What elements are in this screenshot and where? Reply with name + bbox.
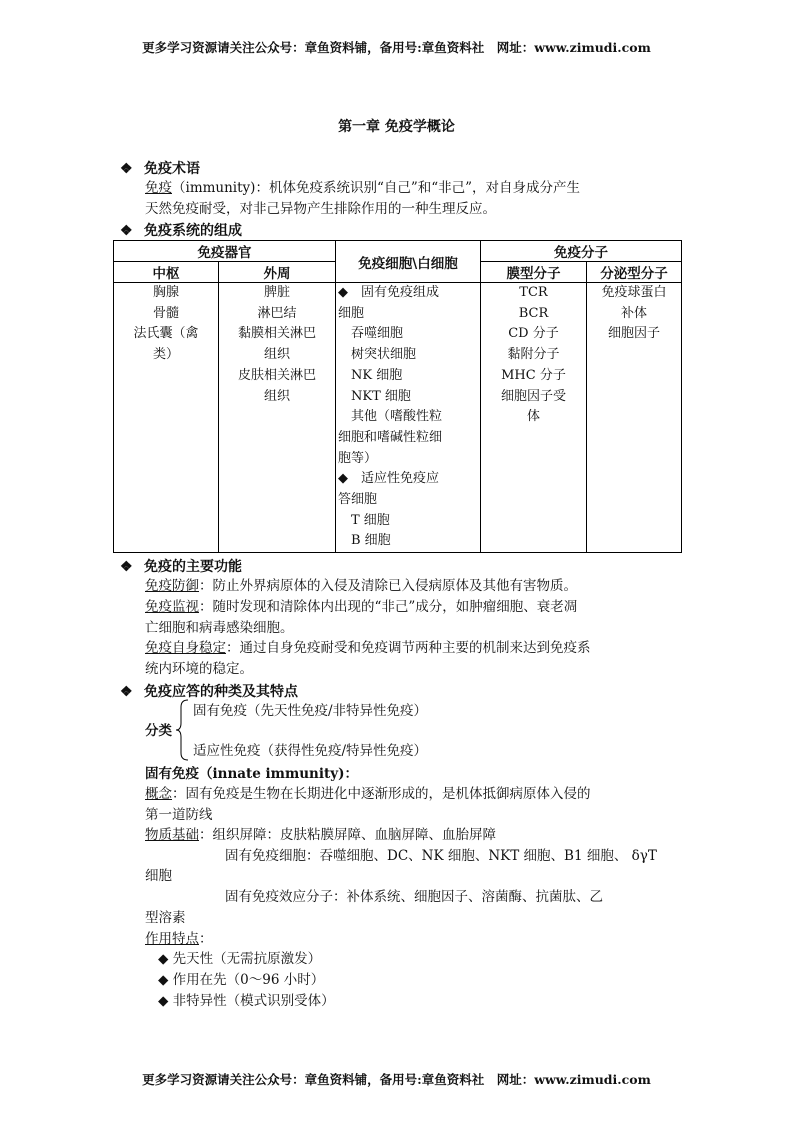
list-item: 皮肤相关淋巴 <box>237 367 316 383</box>
secreted-header: 分泌型分子 <box>587 262 682 283</box>
feature-item: ◆ 作用在先（0～96 小时） <box>158 972 325 988</box>
list-item: 黏附分子 <box>507 347 560 363</box>
list-item: 组织 <box>263 388 290 404</box>
list-item: TCR <box>519 285 548 300</box>
term-label: 免疫自身稳定 <box>145 640 226 656</box>
list-item: B 细胞 <box>338 533 391 549</box>
list-item: ◆ 固有免疫组成 <box>338 285 439 300</box>
list-item: 胞等） <box>338 450 378 466</box>
section-title: 免疫系统的组成 <box>144 223 242 239</box>
list-item: 组织 <box>263 347 290 363</box>
list-item: 答细胞 <box>338 492 378 508</box>
list-item: 法氏囊（禽 <box>133 326 199 342</box>
list-item: 淋巴结 <box>257 305 297 321</box>
list-item: 其他（嗜酸性粒 <box>338 409 443 425</box>
organs-header: 免疫器官 <box>114 241 336 262</box>
page-footer: 更多学习资源请关注公众号：章鱼资料铺，备用号:章鱼资料社 网址：www.zimudi.com <box>142 1072 651 1087</box>
list-item: NKT 细胞 <box>338 388 411 404</box>
list-item: 类） <box>152 347 179 363</box>
list-item: 细胞因子受 <box>500 388 566 404</box>
term-definition-line-1 <box>145 178 580 198</box>
list-item: 细胞 <box>338 305 365 321</box>
molecules-header: 免疫分子 <box>481 241 682 262</box>
list-item: 细胞和嗜碱性粒细 <box>338 429 443 445</box>
term-text: （immunity)：机体免疫系统识别“自己”和“非己”，对自身成分产生 <box>172 180 581 196</box>
section-title: 免疫的主要功能 <box>144 559 242 575</box>
cells-header: 免疫细胞\白细胞 <box>336 241 481 283</box>
term-text: ：通过自身免疫耐受和免疫调节两种主要的机制来达到免疫系 <box>226 640 591 656</box>
list-item: 脾脏 <box>263 285 290 300</box>
term-text: ：组织屏障：皮肤粘膜屏障、血脑屏障、血胎屏障 <box>199 827 496 843</box>
term-label: 免疫 <box>145 180 172 196</box>
features-label <box>145 929 213 949</box>
innate-immunity-heading: 固有免疫（innate immunity)： <box>145 766 358 782</box>
basis-cells-cont: 细胞 <box>145 868 172 884</box>
list-item: 体 <box>526 409 540 425</box>
adaptive-type: 适应性免疫（获得性免疫/特异性免疫） <box>193 743 428 759</box>
term-label: 作用特点 <box>145 931 199 947</box>
section-title: 免疫术语 <box>144 161 200 177</box>
membrane-header: 膜型分子 <box>481 262 587 283</box>
list-item: ◆ 适应性免疫应 <box>338 471 439 487</box>
diamond-bullet-icon: ❖ <box>120 559 133 575</box>
list-item: 补体 <box>620 305 647 321</box>
section-heading-functions <box>120 556 242 576</box>
term-text: ：固有免疫是生物在长期进化中逐渐形成的，是机体抵御病原体入侵的 <box>172 786 591 802</box>
page-header: 更多学习资源请关注公众号：章鱼资料铺，备用号:章鱼资料社 网址：www.zimudi.com <box>142 40 651 55</box>
list-item: 黏膜相关淋巴 <box>237 326 316 342</box>
chapter-title: 第一章 免疫学概论 <box>338 119 455 135</box>
diamond-bullet-icon: ❖ <box>120 684 133 700</box>
function-homeostasis-cont: 统内环境的稳定。 <box>145 661 253 677</box>
concept-line-cont: 第一道防线 <box>145 807 213 823</box>
term-text: ：防止外界病原体的入侵及清除已入侵病原体及其他有害物质。 <box>199 578 577 594</box>
immune-cells-cell <box>336 283 481 553</box>
curly-brace-icon <box>175 699 189 761</box>
term-text: ：随时发现和清除体内出现的“非己”成分，如肿瘤细胞、衰老凋 <box>199 599 578 615</box>
list-item: MHC 分子 <box>501 367 566 383</box>
diamond-bullet-icon: ❖ <box>120 223 133 239</box>
secreted-molecules-cell <box>587 283 682 553</box>
basis-line <box>145 825 496 845</box>
section-heading-response-types <box>120 681 298 701</box>
term-label: 物质基础 <box>145 827 199 843</box>
term-label: 免疫监视 <box>145 599 199 615</box>
function-homeostasis <box>145 638 591 658</box>
diamond-bullet-icon: ❖ <box>120 161 133 177</box>
peripheral-organs-cell <box>219 283 336 553</box>
function-surveillance <box>145 597 577 617</box>
function-surveillance-cont: 亡细胞和病毒感染细胞。 <box>145 620 294 636</box>
section-title: 免疫应答的种类及其特点 <box>144 684 298 700</box>
list-item: T 细胞 <box>338 512 390 528</box>
classify-label: 分类 <box>145 723 172 739</box>
basis-molecules-cont: 型溶素 <box>145 910 186 926</box>
list-item: 树突状细胞 <box>338 347 417 363</box>
section-heading-composition <box>120 220 242 240</box>
section-heading-terms <box>120 158 200 178</box>
list-item: 骨髓 <box>152 305 179 321</box>
term-definition-line-2: 天然免疫耐受，对非己异物产生排除作用的一种生理反应。 <box>145 201 496 217</box>
function-defense <box>145 576 577 596</box>
list-item: CD 分子 <box>508 326 559 342</box>
list-item: BCR <box>518 305 549 321</box>
term-label: 免疫防御 <box>145 578 199 594</box>
membrane-molecules-cell <box>481 283 587 553</box>
feature-item: ◆ 非特异性（模式识别受体） <box>158 993 335 1009</box>
list-item: 吞噬细胞 <box>338 326 404 342</box>
central-header: 中枢 <box>114 262 219 283</box>
immune-system-table <box>113 240 682 553</box>
term-text: ： <box>199 931 213 947</box>
list-item: 胸腺 <box>152 285 179 300</box>
basis-molecules: 固有免疫效应分子：补体系统、细胞因子、溶菌酶、抗菌肽、乙 <box>225 889 603 905</box>
term-label: 概念 <box>145 786 172 802</box>
list-item: 免疫球蛋白 <box>601 285 667 300</box>
list-item: 细胞因子 <box>607 326 660 342</box>
central-organs-cell <box>114 283 219 553</box>
peripheral-header: 外周 <box>219 262 336 283</box>
concept-line <box>145 784 591 804</box>
list-item: NK 细胞 <box>338 367 403 383</box>
feature-item: ◆ 先天性（无需抗原激发） <box>158 951 322 967</box>
basis-cells: 固有免疫细胞：吞噬细胞、DC、NK 细胞、NKT 细胞、B1 细胞、 δγT <box>225 848 657 864</box>
innate-type: 固有免疫（先天性免疫/非特异性免疫） <box>193 703 428 719</box>
